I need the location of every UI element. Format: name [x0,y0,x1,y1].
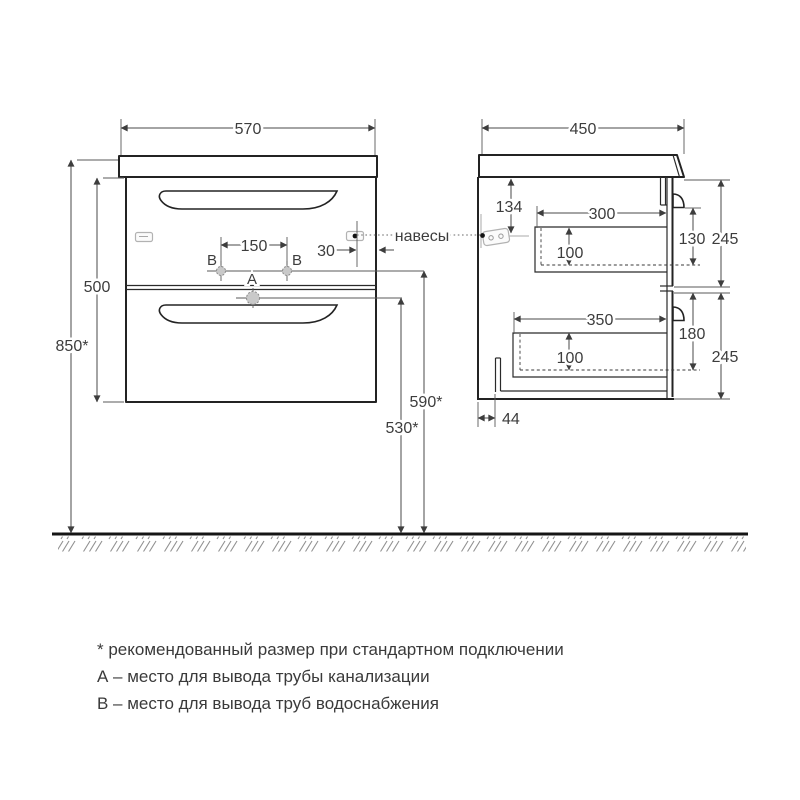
front-right-mount-plate [347,232,364,241]
hanger-point-dot-side [480,233,485,238]
dim-drain-height: 530* [385,420,419,437]
front-drawer1-handle [159,191,337,209]
front-left-mount-plate [136,233,153,242]
hangers-label: навесы [394,228,450,245]
dim-front-body-height: 500 [83,279,111,296]
dim-back-gap: 44 [502,411,520,428]
dim-front1-height: 245 [711,231,739,248]
footnote-point-b: B – место для вывода труб водоснабжения [97,694,439,713]
dim-drawer1-drop: 130 [678,231,706,248]
side-view [477,119,738,428]
dim-drawer1-inner-height: 100 [556,245,584,262]
water-point-b-right [283,267,292,276]
water-point-b-left [217,267,226,276]
side-hanger-bracket [480,214,529,248]
dim-front2-height: 245 [711,349,739,366]
dim-supply-height: 590* [409,394,443,411]
side-drawer2-handle-lip [673,307,684,321]
dim-drawer2-inner-height: 100 [556,350,584,367]
footnote-recommended-size: * рекомендованный размер при стандартном подключении [97,640,564,659]
dim-drawer2-drop: 180 [678,326,706,343]
dim-drawer1-depth: 300 [588,206,616,223]
floor-hatching [58,537,746,552]
dim-drawer2-depth: 350 [586,312,614,329]
dim-front-width: 570 [234,121,262,138]
label-point-b-left: B [206,252,218,269]
label-point-a: A [246,271,258,288]
dim-front-install-height: 850* [55,338,89,355]
side-countertop [479,155,684,177]
floor [52,534,748,552]
front-drawer2-handle [159,305,337,323]
side-drawer1-handle-lip [673,194,684,208]
dim-side-depth: 450 [569,121,597,138]
label-point-b-right: B [291,252,303,269]
dim-bracket-to-edge: 30 [317,243,335,260]
dim-hole-spacing: 150 [240,238,268,255]
drain-point-a [247,292,260,305]
front-view [56,119,480,533]
front-countertop [119,156,377,177]
footnotes [97,640,564,713]
dim-top-to-bracket: 134 [495,199,523,216]
footnote-point-a: А – место для вывода трубы канализации [97,667,430,686]
